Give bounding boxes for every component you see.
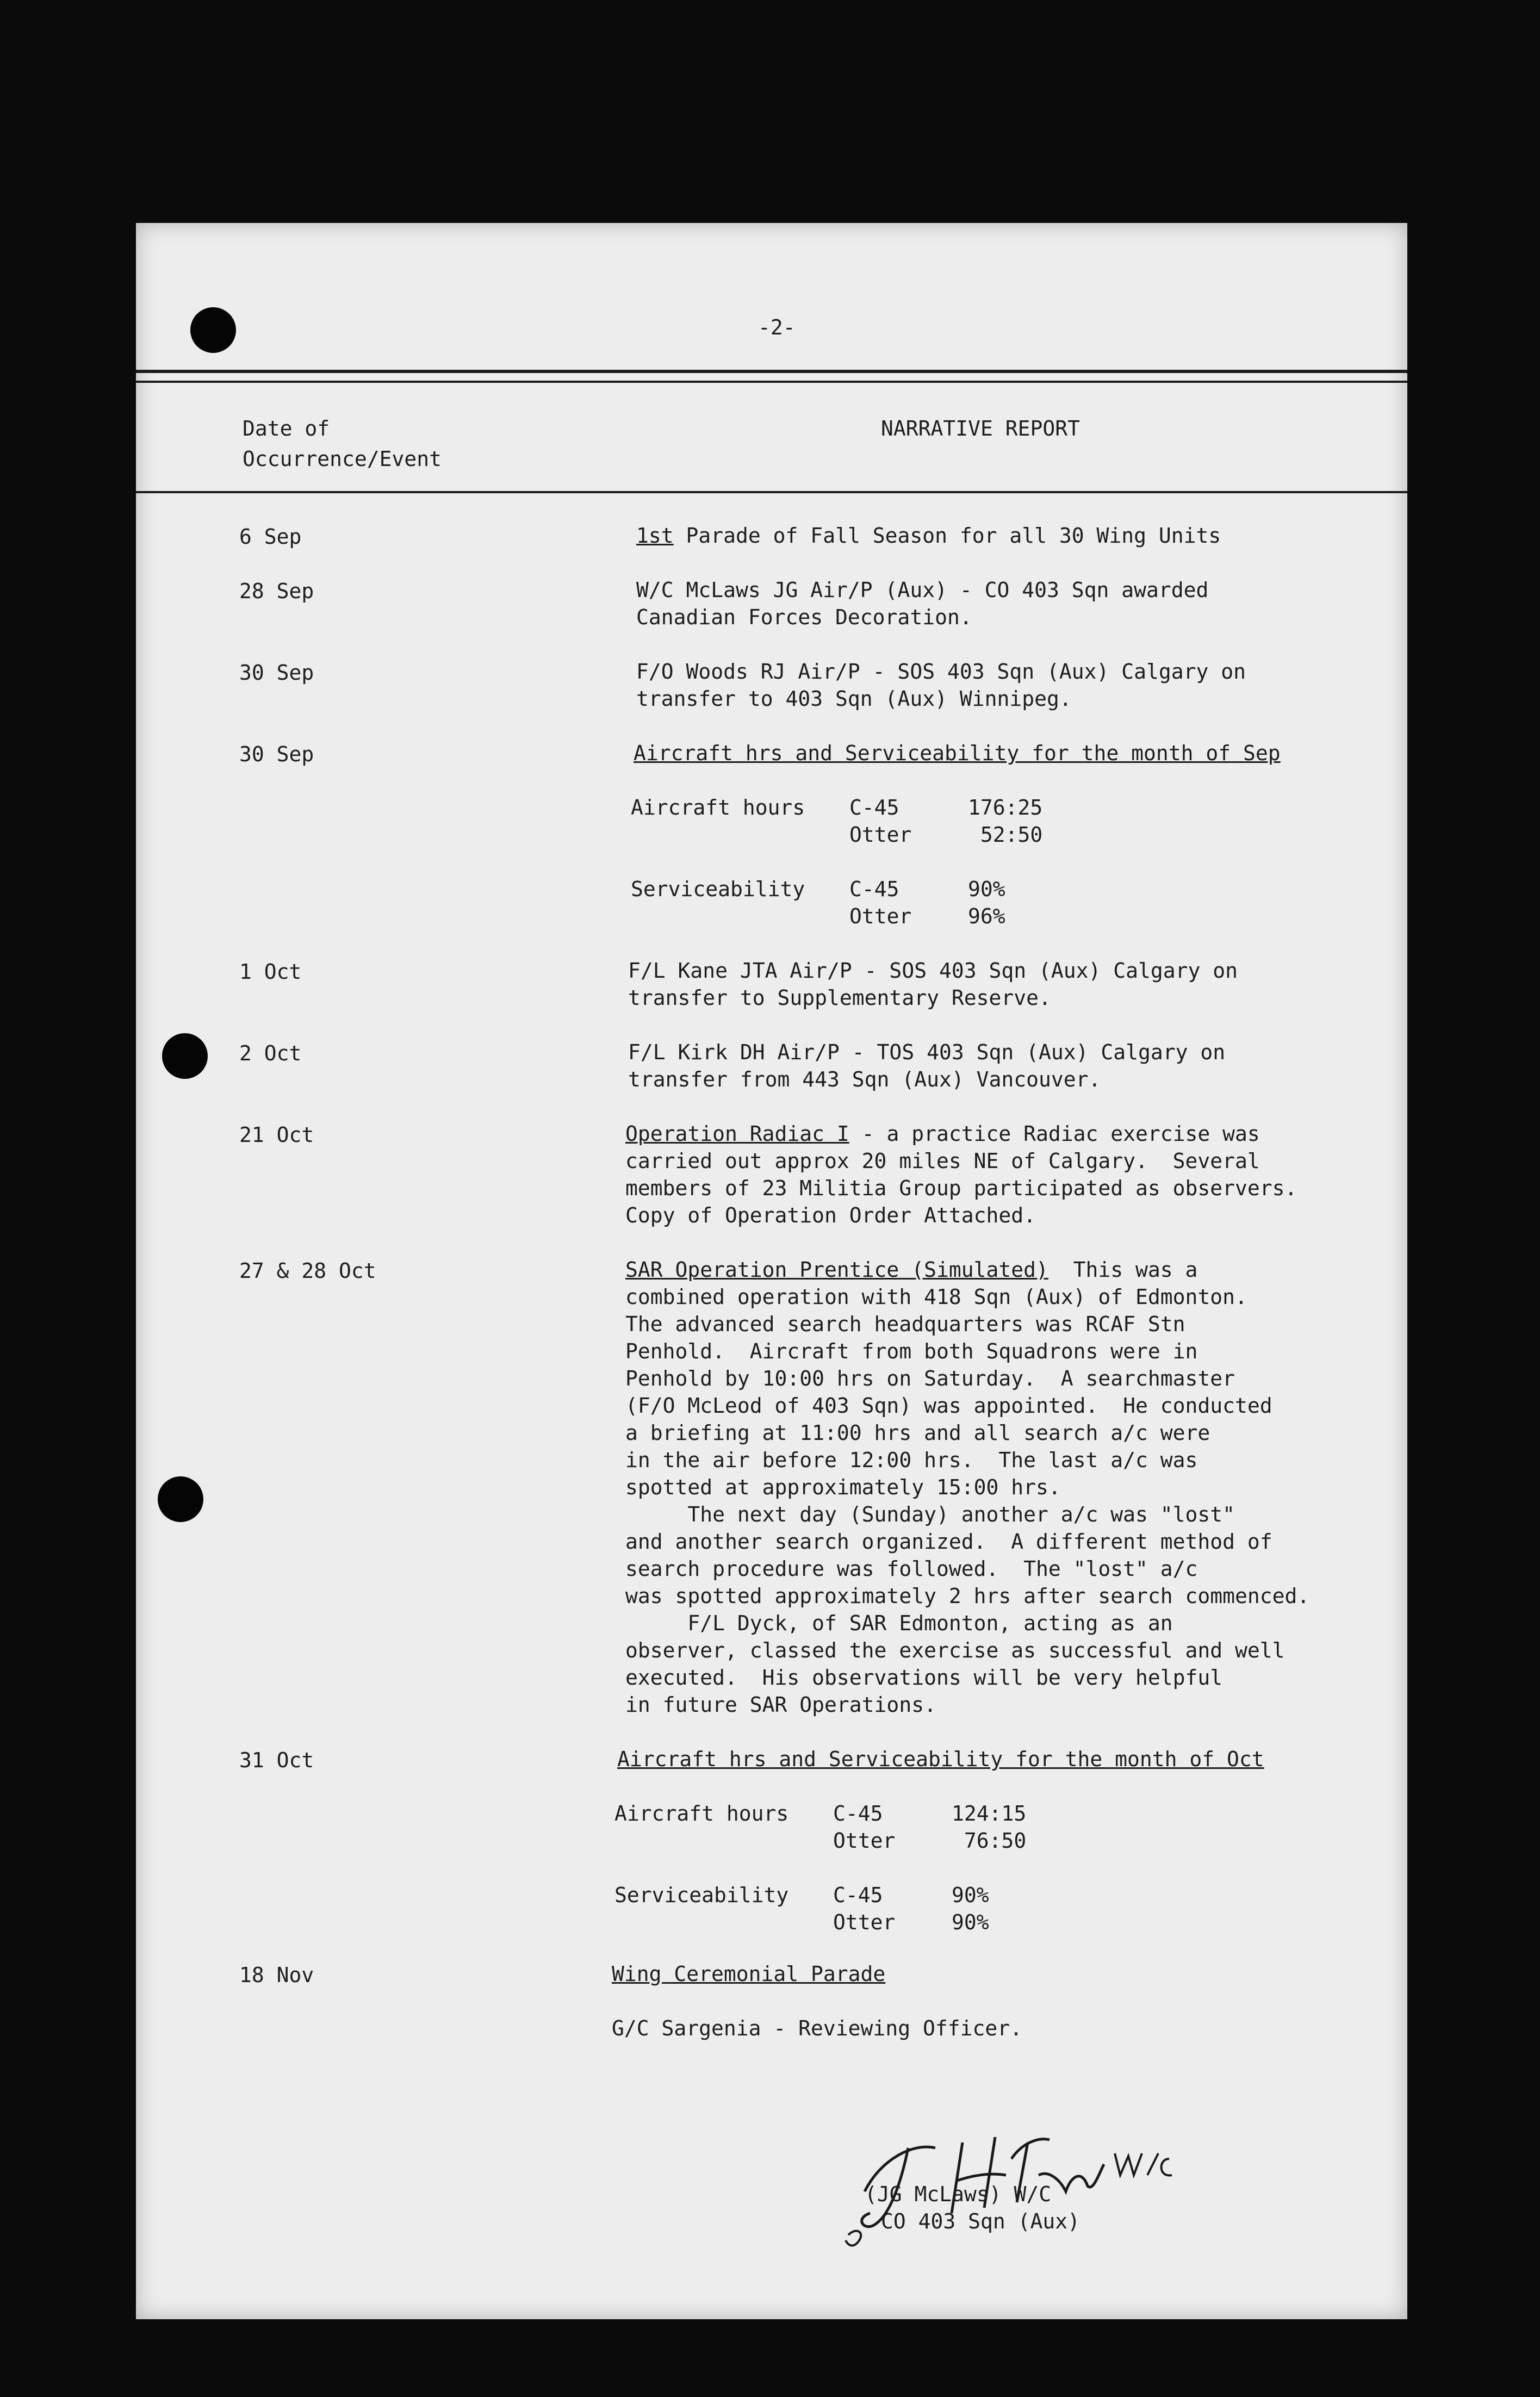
entry-date: 18 Nov	[239, 1963, 314, 1987]
entry-text	[625, 1256, 1309, 1718]
entry-line: The next day (Sunday) another a/c was "lost"	[625, 1502, 1235, 1526]
serviceability-value: 90%	[968, 877, 1005, 901]
entry-date: 1 Oct	[239, 960, 302, 984]
hours-value: 52:50	[968, 823, 1043, 847]
entry-line: G/C Sargenia - Reviewing Officer.	[612, 2016, 1022, 2040]
signature-title: CO 403 Sqn (Aux)	[881, 2209, 1081, 2233]
header-rule	[136, 491, 1407, 493]
entry-line: F/L Dyck, of SAR Edmonton, acting as an	[625, 1611, 1173, 1635]
entry-line: Canadian Forces Decoration.	[636, 605, 972, 629]
entry-line: a briefing at 11:00 hrs and all search a/c were	[625, 1421, 1210, 1445]
aircraft-type: Otter	[833, 1910, 896, 1934]
entry-line: spotted at approximately 15:00 hrs.	[625, 1475, 1061, 1499]
stats-table-sep	[631, 794, 1066, 930]
entry-line: was spotted approximately 2 hrs after search commenced.	[625, 1584, 1310, 1608]
hours-value: 76:50	[952, 1829, 1027, 1853]
entry-line: transfer to 403 Sqn (Aux) Winnipeg.	[636, 687, 1072, 711]
entry-line: - a practice Radiac exercise was	[849, 1122, 1260, 1146]
entry-heading: Operation Radiac I	[625, 1122, 849, 1146]
entry-line: transfer from 443 Sqn (Aux) Vancouver.	[628, 1067, 1101, 1091]
top-rule-2	[136, 381, 1407, 383]
page-number: -2-	[758, 315, 796, 339]
entry-line: F/O Woods RJ Air/P - SOS 403 Sqn (Aux) Calgary on	[636, 660, 1246, 684]
aircraft-type: C-45	[849, 796, 899, 819]
aircraft-type: Otter	[849, 823, 912, 847]
punch-hole	[158, 1476, 203, 1522]
entry-line: Penhold. Aircraft from both Squadrons were in	[625, 1339, 1198, 1363]
entry-line: F/L Kirk DH Air/P - TOS 403 Sqn (Aux) Calgary on	[628, 1040, 1226, 1064]
date-column-label	[243, 413, 442, 474]
entry-text	[612, 1960, 1022, 2042]
entry-line: observer, classed the exercise as successful and well	[625, 1638, 1285, 1662]
entry-line: in future SAR Operations.	[625, 1693, 936, 1717]
entry-text	[628, 957, 1238, 1011]
entry-line: The advanced search headquarters was RCAF Stn	[625, 1312, 1185, 1336]
stats-table-oct	[614, 1800, 1050, 1936]
entry-line: executed. His observations will be very helpful	[625, 1666, 1223, 1690]
entry-line: transfer to Supplementary Reserve.	[628, 986, 1051, 1010]
punch-hole	[190, 307, 236, 353]
entry-line: search procedure was followed. The "lost" a/c	[625, 1557, 1198, 1581]
entry-date: 30 Sep	[239, 661, 314, 685]
entry-text	[625, 1120, 1297, 1229]
entry-line: This was a	[1048, 1258, 1198, 1282]
aircraft-type: C-45	[849, 877, 899, 901]
entry-line: and another search organized. A different method of	[625, 1530, 1272, 1554]
aircraft-type: Otter	[849, 904, 912, 928]
entry-line: Penhold by 10:00 hrs on Saturday. A searchmaster	[625, 1367, 1235, 1390]
hours-value: 124:15	[952, 1802, 1027, 1825]
entry-date: 27 & 28 Oct	[239, 1259, 376, 1283]
entry-heading: SAR Operation Prentice (Simulated)	[625, 1258, 1048, 1282]
entry-heading: Aircraft hrs and Serviceability for the month of Sep	[634, 741, 1281, 765]
aircraft-type: Otter	[833, 1829, 896, 1853]
entry-date: 2 Oct	[239, 1041, 302, 1065]
document-page	[136, 223, 1407, 2319]
entry-date: 6 Sep	[239, 525, 302, 549]
entry-line: Parade of Fall Season for all 30 Wing Units	[686, 524, 1221, 548]
aircraft-type: C-45	[833, 1802, 883, 1825]
punch-hole	[162, 1033, 208, 1079]
entry-prefix: 1st	[636, 524, 674, 548]
entry-date: 30 Sep	[239, 742, 314, 766]
entry-line: combined operation with 418 Sqn (Aux) of Edmonton.	[625, 1285, 1247, 1309]
date-label-line2: Occurrence/Event	[243, 447, 442, 471]
entry-date: 21 Oct	[239, 1123, 314, 1147]
entry-line: W/C McLaws JG Air/P (Aux) - CO 403 Sqn awarded	[636, 578, 1209, 602]
entry-line: in the air before 12:00 hrs. The last a/c was	[625, 1448, 1198, 1472]
entry-heading: Wing Ceremonial Parade	[612, 1962, 886, 1986]
serviceability-value: 90%	[952, 1910, 989, 1934]
entry-text	[636, 522, 1221, 549]
serviceability-label: Serviceability	[614, 1883, 789, 1907]
hours-value: 176:25	[968, 796, 1043, 819]
entry-text	[636, 576, 1208, 631]
serviceability-value: 90%	[952, 1883, 989, 1907]
aircraft-hours-label: Aircraft hours	[631, 796, 805, 819]
aircraft-type: C-45	[833, 1883, 883, 1907]
narrative-report-title: NARRATIVE REPORT	[881, 417, 1081, 440]
entry-date: 31 Oct	[239, 1748, 314, 1772]
entry-line: F/L Kane JTA Air/P - SOS 403 Sqn (Aux) Calgary on	[628, 959, 1238, 983]
aircraft-hours-label: Aircraft hours	[614, 1802, 789, 1825]
entry-line: carried out approx 20 miles NE of Calgary. Several	[625, 1149, 1260, 1173]
entry-line: (F/O McLeod of 403 Sqn) was appointed. He conducted	[625, 1394, 1272, 1418]
serviceability-label: Serviceability	[631, 877, 805, 901]
entry-date: 28 Sep	[239, 579, 314, 603]
entry-heading: Aircraft hrs and Serviceability for the month of Oct	[617, 1747, 1264, 1771]
entry-text	[628, 1039, 1225, 1093]
top-rule	[136, 370, 1407, 373]
entry-line: Copy of Operation Order Attached.	[625, 1203, 1036, 1227]
signature-name: (JG McLaws) W/C	[865, 2182, 1052, 2206]
entry-text	[636, 658, 1246, 712]
serviceability-value: 96%	[968, 904, 1005, 928]
date-label-line1: Date of	[243, 417, 330, 440]
entry-line: members of 23 Militia Group participated as observers.	[625, 1176, 1297, 1200]
